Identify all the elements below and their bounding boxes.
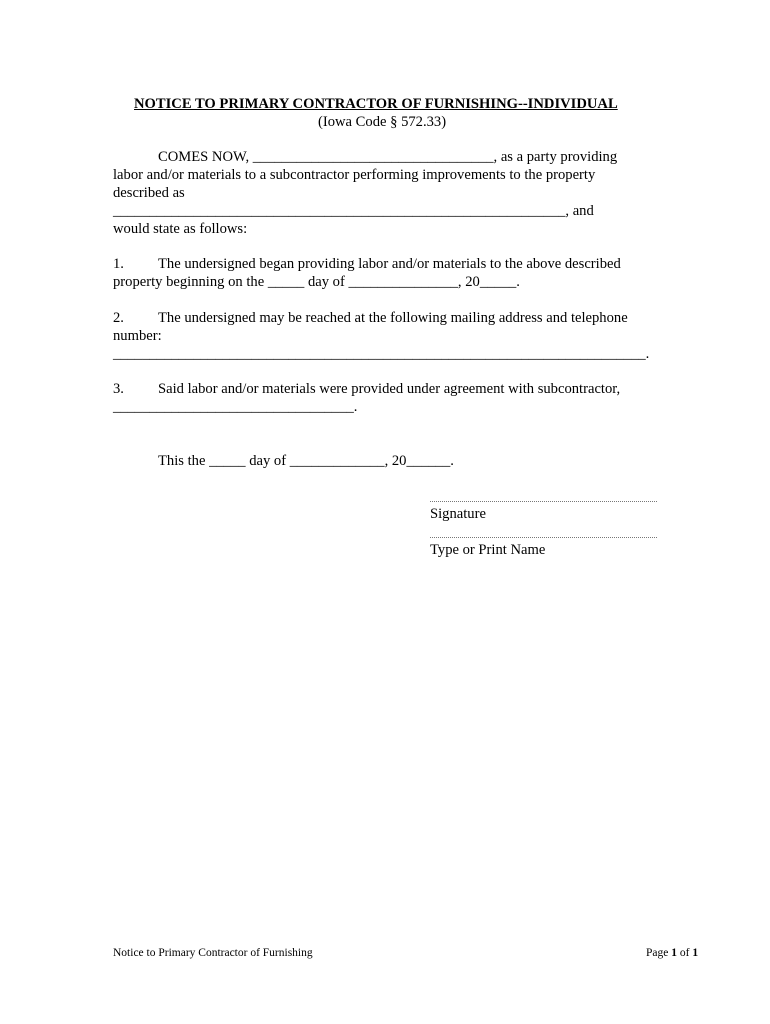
footer-title: Notice to Primary Contractor of Furnishing [113, 947, 313, 959]
document-title: NOTICE TO PRIMARY CONTRACTOR OF FURNISHING--INDIVIDUAL [134, 96, 618, 112]
intro-line-1: COMES NOW, _________________________________, as a party providing [158, 149, 618, 165]
footer-page-total: 1 [692, 947, 699, 959]
item-1-number: 1. [113, 256, 124, 272]
intro-line-5: would state as follows: [113, 221, 248, 237]
item-1-line-2: property beginning on the _____ day of _______________, 20_____. [113, 274, 520, 290]
item-2-number: 2. [113, 310, 124, 326]
footer-page-prefix: Page [646, 947, 672, 959]
signature-label: Signature [430, 506, 486, 522]
item-2-line-3: _________________________________________________________________________. [113, 346, 650, 362]
signature-rule [430, 501, 657, 502]
intro-line-4: ______________________________________________________________, and [113, 203, 594, 219]
item-1-line-1: The undersigned began providing labor and/or materials to the above described [158, 256, 621, 272]
print-name-label: Type or Print Name [430, 542, 546, 558]
item-3-line-1: Said labor and/or materials were provided under agreement with subcontractor, [158, 381, 621, 397]
intro-line-2: labor and/or materials to a subcontractor performing improvements to the property [113, 167, 596, 183]
item-2-line-1: The undersigned may be reached at the following mailing address and telephone [158, 310, 628, 326]
dated-line: This the _____ day of _____________, 20______. [158, 453, 454, 469]
footer-page-current: 1 [671, 947, 677, 959]
intro-line-3: described as [113, 185, 185, 201]
item-3-line-2: _________________________________. [113, 399, 358, 415]
item-2-line-2: number: [113, 328, 162, 344]
print-name-rule [430, 537, 657, 538]
item-3-number: 3. [113, 381, 124, 397]
footer-page-of: of [676, 947, 693, 959]
footer-page-number [646, 946, 698, 960]
document-subtitle: (Iowa Code § 572.33) [318, 114, 447, 130]
